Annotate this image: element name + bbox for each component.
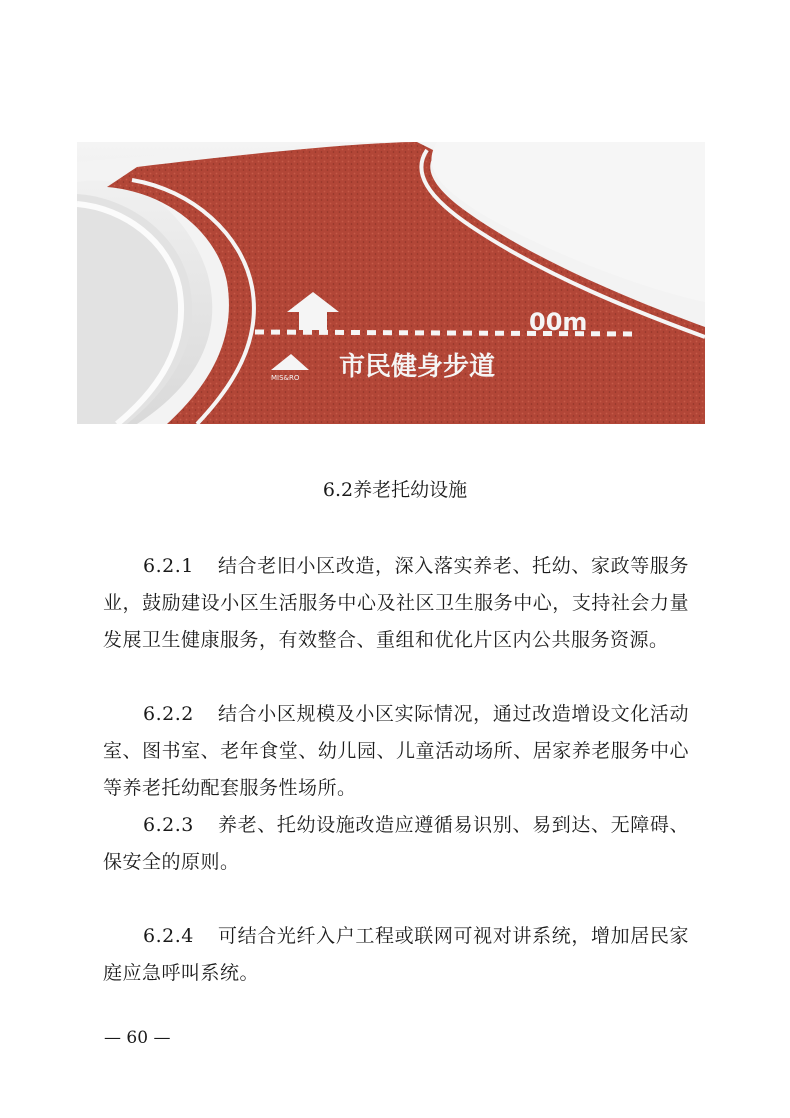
- fitness-track-illustration: [77, 142, 705, 424]
- track-photo: [77, 142, 705, 424]
- clause-text: 可结合光纤入户工程或联网可视对讲系统，增加居民家庭应急呼叫系统。: [103, 925, 689, 984]
- clause-number: 6.2.3: [143, 814, 194, 836]
- clause-text: 结合老旧小区改造，深入落实养老、托幼、家政等服务业，鼓励建设小区生活服务中心及社区卫生服务中心，支持社会力量发展卫生健康服务，有效整合、重组和优化片区内公共服务资源。: [103, 555, 689, 651]
- clause-number: 6.2.4: [143, 925, 194, 947]
- clause-number: 6.2.2: [143, 703, 194, 725]
- clause-number: 6.2.1: [143, 555, 194, 577]
- clause-text: 养老、托幼设施改造应遵循易识别、易到达、无障碍、保安全的原则。: [103, 814, 689, 873]
- clause-text: 结合小区规模及小区实际情况，通过改造增设文化活动室、图书室、老年食堂、幼儿园、儿童活动场所、居家养老服务中心等养老托幼配套服务性场所。: [103, 703, 689, 799]
- paragraph-6-2-1: [103, 548, 689, 659]
- paragraph-6-2-2: [103, 696, 689, 807]
- logo-text: MIS&RO: [271, 374, 300, 382]
- paragraph-6-2-4: [103, 918, 689, 992]
- paragraph-6-2-3: [103, 807, 689, 881]
- track-label-marking: 市民健身步道: [339, 352, 496, 382]
- track-distance-marking: 00m: [529, 308, 588, 336]
- section-title: 6.2养老托幼设施: [322, 479, 468, 501]
- page-number: — 60 —: [104, 1028, 171, 1048]
